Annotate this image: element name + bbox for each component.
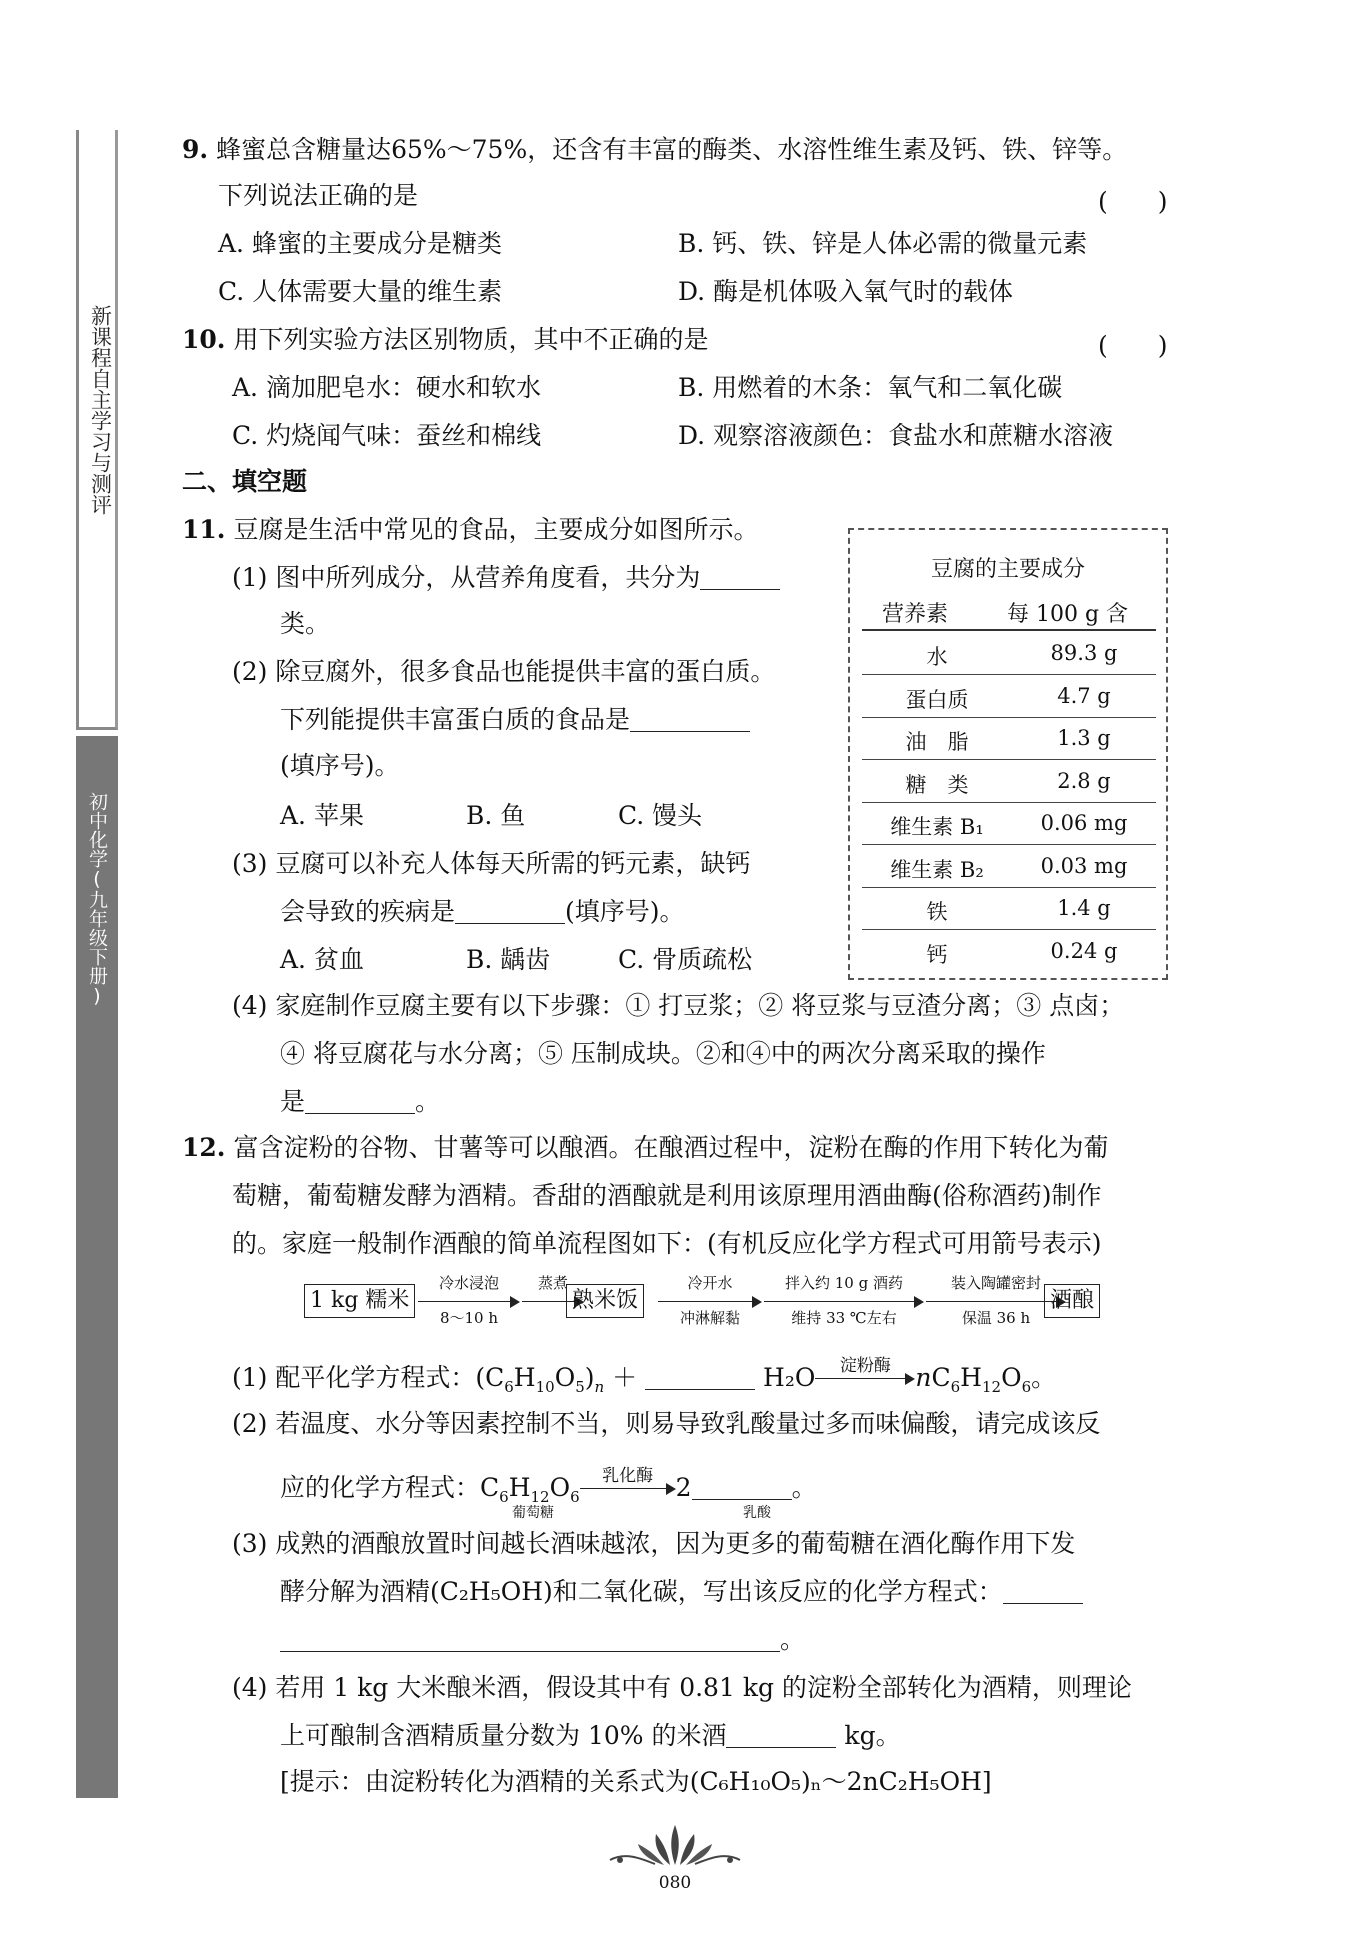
q11-p3-opt-a: A. 贫血 — [280, 945, 364, 974]
nutrient-value: 4.7 g — [1057, 683, 1111, 708]
q11-p3-line1: (3) 豆腐可以补充人体每天所需的钙元素，缺钙 — [232, 849, 751, 878]
table-header — [862, 595, 1156, 631]
nutrient-name: 钙 — [926, 942, 948, 967]
side-tab-series — [76, 130, 118, 730]
q12-p2-arrow — [580, 1466, 676, 1500]
table-row — [862, 931, 1156, 973]
q12-p4-blank[interactable] — [726, 1722, 836, 1748]
q12-p3-line1: (3) 成熟的酒酿放置时间越长酒味越浓，因为更多的葡萄糖在酒化酶作用下发 — [232, 1529, 1076, 1558]
q12-p2-text: 应的化学方程式： — [280, 1473, 481, 1502]
flow-arrow-rinse — [658, 1274, 762, 1334]
q11-p4-line1: (4) 家庭制作豆腐主要有以下步骤：① 打豆浆；② 将豆浆与豆渣分离；③ 点卤； — [232, 991, 1125, 1020]
q12-p4-unit: kg。 — [844, 1721, 901, 1750]
q9-answer-paren: ( ) — [1098, 187, 1168, 216]
flow-arrow-yeast — [764, 1274, 924, 1334]
tofu-nutrition-table — [848, 528, 1168, 980]
flow-arrow-rinse-bottom: 冲淋解黏 — [679, 1309, 740, 1327]
q12-line1 — [182, 1132, 1108, 1164]
nutrient-value: 1.3 g — [1057, 726, 1111, 750]
nutrient-name: 油 脂 — [905, 730, 969, 754]
q12-p2-line1: (2) 若温度、水分等因素控制不当，则易导致乳酸量过多而味偏酸，请完成该反 — [232, 1409, 1101, 1438]
rice-wine-flowchart — [300, 1274, 1120, 1334]
nutrient-value: 0.24 g — [1050, 938, 1118, 963]
section-fill-in: 二、填空题 — [182, 467, 308, 496]
q11-p1-text: (1) 图中所列成分，从营养角度看，共分为 — [232, 563, 701, 592]
q11-p2-opt-b: B. 鱼 — [466, 801, 526, 830]
q11-p2-line2 — [280, 704, 750, 736]
nutrient-value: 2.8 g — [1057, 768, 1111, 793]
q12-p3-blank1[interactable] — [1003, 1578, 1083, 1604]
q9-number: 9. — [182, 135, 209, 164]
table-title: 豆腐的主要成分 — [930, 557, 1085, 582]
q11-p4-line2: ④ 将豆腐花与水分离；⑤ 压制成块。②和④中的两次分离采取的操作 — [280, 1039, 1046, 1068]
q12-p2-enzyme: 乳化酶 — [602, 1466, 654, 1486]
q11-p3-blank[interactable] — [455, 898, 565, 924]
q12-line2: 萄糖，葡萄糖发酵为酒精。香甜的酒酿就是利用该原理用酒曲酶(俗称酒药)制作 — [232, 1181, 1102, 1210]
page-number: 080 — [658, 1873, 692, 1893]
flow-box-rice-wine: 酒酿 — [1044, 1284, 1100, 1318]
q9-line1 — [182, 134, 1127, 166]
q9-option-c: C. 人体需要大量的维生素 — [218, 277, 503, 306]
table-row — [862, 888, 1156, 930]
table-header-nutrient: 营养素 — [882, 602, 949, 627]
q10-option-c: C. 灼烧闻气味：蚕丝和棉线 — [232, 421, 542, 450]
q12-p2-glucose-label: 葡萄糖 — [512, 1505, 554, 1521]
flow-arrow-yeast-top: 拌入约 10 g 酒药 — [785, 1274, 903, 1292]
q12-p2-blank[interactable] — [692, 1474, 792, 1500]
q11-p3-hint: (填序号)。 — [565, 897, 685, 926]
q10-option-a: A. 滴加肥皂水：硬水和软水 — [232, 373, 541, 402]
q12-p3-text: 酵分解为酒精(C₂H₅OH)和二氧化碳，写出该反应的化学方程式： — [280, 1577, 1003, 1606]
q12-p1-arrow — [815, 1356, 915, 1390]
q12-number: 12. — [182, 1133, 226, 1162]
q11-p4-line3 — [280, 1086, 440, 1118]
q12-p3-line3: 。 — [280, 1624, 805, 1656]
q11-stem: 豆腐是生活中常见的食品，主要成分如图所示。 — [233, 515, 759, 544]
q12-hint: [提示：由淀粉转化为酒精的关系式为(C₆H₁₀O₅)ₙ～2nC₂H₅OH] — [280, 1767, 992, 1796]
table-row — [862, 761, 1156, 803]
q9-option-b: B. 钙、铁、锌是人体必需的微量元素 — [678, 229, 1088, 258]
flow-arrow-soak — [418, 1274, 520, 1334]
q11-p2-opt-c: C. 馒头 — [618, 801, 703, 830]
nutrient-value: 89.3 g — [1050, 641, 1118, 665]
q12-p1-blank[interactable] — [645, 1364, 755, 1390]
q11-p3-opt-c: C. 骨质疏松 — [618, 945, 753, 974]
flow-arrow-seal-bottom: 保温 36 h — [961, 1309, 1031, 1327]
q9-option-a: A. 蜂蜜的主要成分是糖类 — [218, 229, 502, 258]
q11-p3-line2 — [280, 896, 685, 928]
nutrient-value: 0.03 mg — [1040, 853, 1128, 878]
q11-p3-text: 会导致的疾病是 — [280, 897, 456, 926]
q11-p2-line3: (填序号)。 — [280, 751, 400, 780]
flow-arrow-yeast-bottom: 维持 33 ℃左右 — [791, 1309, 897, 1327]
table-row — [862, 846, 1156, 888]
table-row — [862, 633, 1156, 675]
q11-line1 — [182, 514, 758, 546]
q12-line3: 的。家庭一般制作酒酿的简单流程图如下：(有机反应化学方程式可用箭号表示) — [232, 1229, 1102, 1258]
q10-stem: 用下列实验方法区别物质，其中不正确的是 — [233, 325, 709, 354]
flow-arrow-soak-top: 冷水浸泡 — [438, 1274, 499, 1292]
q10-option-d: D. 观察溶液颜色：食盐水和蔗糖水溶液 — [678, 421, 1114, 450]
nutrient-name: 维生素 B₁ — [890, 815, 984, 839]
table-row — [862, 803, 1156, 845]
nutrient-value: 0.06 mg — [1040, 811, 1128, 835]
q11-p4-blank[interactable] — [305, 1088, 415, 1114]
q11-p3-opt-b: B. 龋齿 — [466, 945, 551, 974]
q12-p2-lactic-label: 乳酸 — [743, 1505, 771, 1521]
q9-line2: 下列说法正确的是 — [218, 181, 419, 210]
book-title: 初中化学(九年级下册) — [86, 792, 108, 1007]
series-title: 新课程自主学习与测评 — [88, 305, 113, 515]
table-header-per100g: 每 100 g 含 — [1007, 602, 1129, 627]
q11-p2-line1: (2) 除豆腐外，很多食品也能提供丰富的蛋白质。 — [232, 657, 776, 686]
q9-option-d: D. 酶是机体吸入氧气时的载体 — [678, 277, 1014, 306]
side-tab-book — [76, 736, 118, 1798]
flow-box-cooked-rice: 熟米饭 — [566, 1284, 644, 1318]
nutrient-name: 蛋白质 — [905, 687, 969, 712]
q11-p1-end: 类。 — [280, 609, 331, 638]
nutrient-name: 维生素 B₂ — [890, 857, 984, 882]
q12-p1-enzyme: 淀粉酶 — [839, 1356, 891, 1376]
flow-arrow-soak-bottom: 8～10 h — [439, 1309, 499, 1327]
nutrient-name: 铁 — [926, 900, 948, 924]
leaf-ornament-icon — [600, 1820, 750, 1870]
flow-arrow-rinse-top: 冷开水 — [687, 1274, 733, 1292]
q11-number: 11. — [182, 515, 226, 544]
flow-box-glutinous-rice: 1 kg 糯米 — [304, 1284, 415, 1318]
q11-p1 — [232, 562, 780, 594]
q11-p4-text: 是 — [280, 1087, 306, 1116]
q12-p3-blank2[interactable] — [280, 1626, 780, 1652]
q12-p2-line2: 应的化学方程式：$C_6H_{12}O_6$ 乳化酶 2 。 — [280, 1468, 817, 1517]
q12-stem1: 富含淀粉的谷物、甘薯等可以酿酒。在酿酒过程中，淀粉在酶的作用下转化为葡 — [233, 1133, 1109, 1162]
q12-p4-line1: (4) 若用 1 kg 大米酿米酒，假设其中有 0.81 kg 的淀粉全部转化为酒精，则理论 — [232, 1673, 1132, 1702]
q10-answer-paren: ( ) — [1098, 331, 1168, 360]
nutrient-name: 水 — [926, 645, 948, 669]
q12-p1: (1) 配平化学方程式：$(C_6H_{10}O_5)_n + H_2O$ 淀粉酶 $nC_6H_{12}O_6$。 — [232, 1358, 1056, 1407]
table-row — [862, 676, 1156, 718]
q9-stem: 蜂蜜总含糖量达65%～75%，还含有丰富的酶类、水溶性维生素及钙、铁、锌等。 — [216, 135, 1128, 164]
q10-line1 — [182, 324, 708, 356]
q10-option-b: B. 用燃着的木条：氧气和二氧化碳 — [678, 373, 1063, 402]
q12-p1-text: (1) 配平化学方程式：(C — [232, 1363, 505, 1392]
flow-arrow-seal-top: 装入陶罐密封 — [950, 1274, 1041, 1292]
q12-p4-line2 — [280, 1720, 901, 1752]
q11-p4-end: 。 — [415, 1087, 441, 1116]
flow-arrow-steam-top: 蒸煮 — [537, 1274, 568, 1292]
q10-number: 10. — [182, 325, 226, 354]
q11-p1-blank[interactable] — [700, 564, 780, 590]
q11-p2-text: 下列能提供丰富蛋白质的食品是 — [280, 705, 631, 734]
table-row — [862, 718, 1156, 760]
q11-p2-opt-a: A. 苹果 — [280, 801, 364, 830]
q12-p4-text: 上可酿制含酒精质量分数为 10% 的米酒 — [280, 1721, 727, 1750]
nutrient-value: 1.4 g — [1057, 896, 1111, 920]
q12-p1-water: H₂O — [763, 1363, 816, 1392]
q11-p2-blank[interactable] — [630, 706, 750, 732]
nutrient-name: 糖 类 — [905, 772, 969, 797]
q12-p3-line2 — [280, 1576, 1083, 1608]
